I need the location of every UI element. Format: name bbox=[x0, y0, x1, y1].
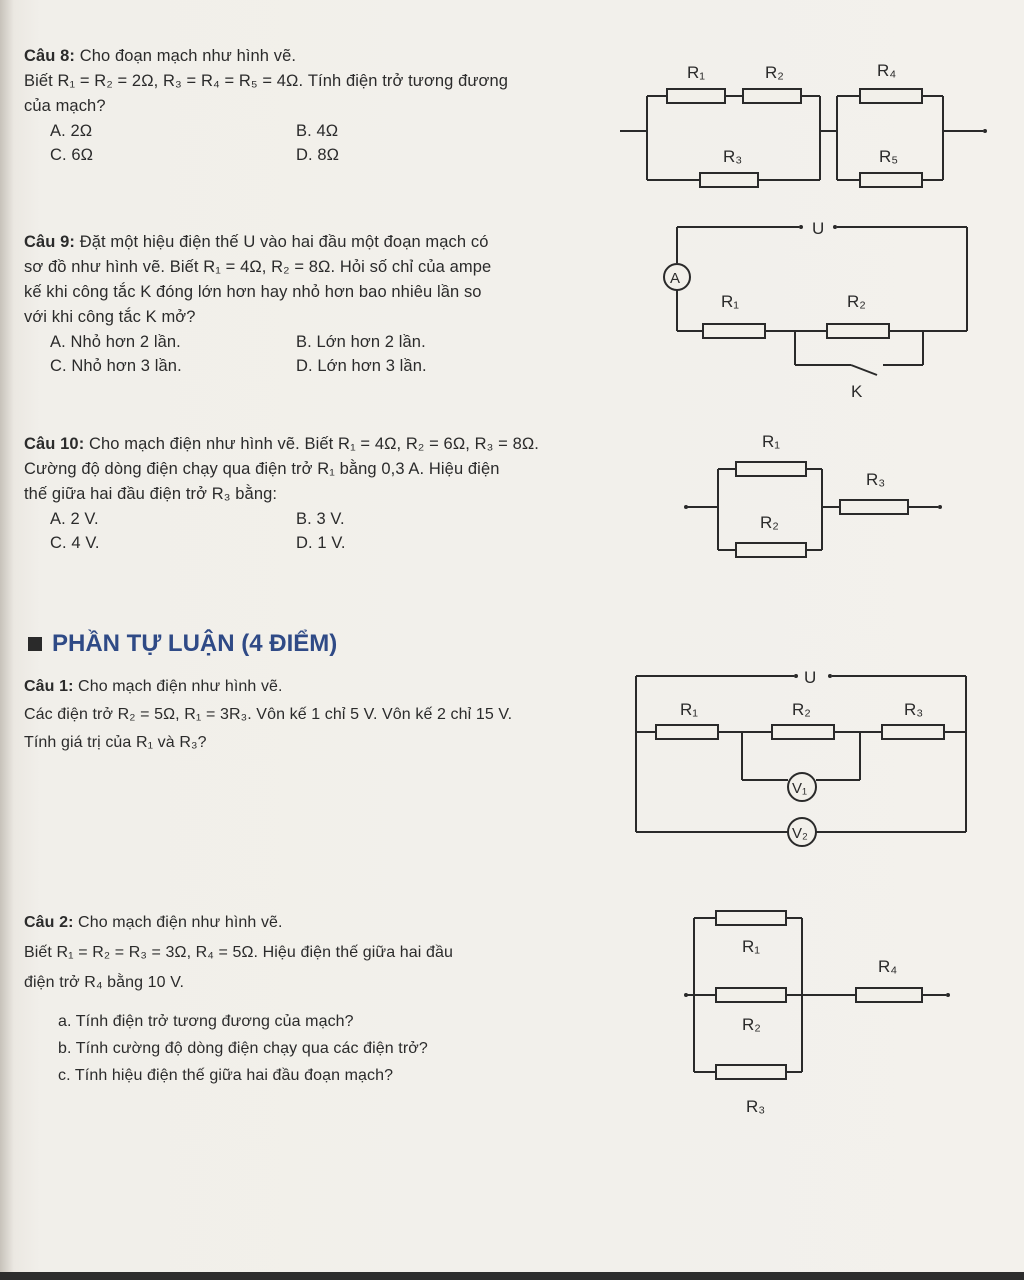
option-d[interactable]: D. 8Ω bbox=[296, 146, 340, 164]
question-10-line3: thế giữa hai đầu điện trở R₃ bằng: bbox=[24, 485, 278, 503]
switch-k[interactable] bbox=[851, 365, 877, 375]
option-d[interactable]: D. Lớn hơn 3 lần. bbox=[296, 357, 427, 375]
option-c[interactable]: C. 4 V. bbox=[50, 534, 100, 552]
essay-1-circuit bbox=[632, 662, 977, 857]
option-b[interactable]: B. Lớn hơn 2 lần. bbox=[296, 333, 426, 351]
section-title: PHẦN TỰ LUẬN (4 ĐIỂM) bbox=[52, 630, 338, 657]
question-9-label: Câu 9: bbox=[24, 233, 76, 251]
question-10-label: Câu 10: bbox=[24, 435, 85, 453]
option-d[interactable]: D. 1 V. bbox=[296, 534, 346, 552]
option-c[interactable]: C. 6Ω bbox=[50, 146, 94, 164]
question-8-line3: của mạch? bbox=[24, 97, 106, 115]
essay-1-line3: Tính giá trị của R₁ và R₃? bbox=[24, 734, 207, 751]
essay-question-2 bbox=[24, 908, 644, 1089]
essay-2-label: Câu 2: bbox=[24, 914, 74, 931]
essay-question-1 bbox=[24, 673, 624, 757]
resistor-r4 bbox=[860, 89, 922, 103]
essay-2-intro: Câu 2: Cho mạch điện như hình vẽ. bbox=[24, 914, 283, 931]
essay-1-intro: Câu 1: Cho mạch điện như hình vẽ. bbox=[24, 678, 283, 695]
essay-2-line2: Biết R₁ = R₂ = R₃ = 3Ω, R₄ = 5Ω. Hiệu điện thế giữa hai đầu bbox=[24, 944, 453, 961]
label-u: U bbox=[804, 668, 817, 687]
essay-2-circuit bbox=[680, 900, 970, 1130]
label-ammeter: A bbox=[670, 270, 681, 287]
label-v2: V₂ bbox=[792, 825, 808, 842]
option-a[interactable]: A. 2Ω bbox=[50, 122, 93, 140]
resistor-r1 bbox=[667, 89, 725, 103]
option-b[interactable]: B. 4Ω bbox=[296, 122, 339, 140]
question-9-options bbox=[50, 330, 624, 378]
resistor-r2 bbox=[743, 89, 801, 103]
label-v1: V₁ bbox=[792, 780, 808, 797]
question-9 bbox=[24, 230, 624, 378]
resistor-r4 bbox=[856, 988, 922, 1002]
label-r1: R₁ bbox=[742, 937, 761, 956]
label-r1: R₁ bbox=[687, 63, 706, 82]
resistor-r3 bbox=[882, 725, 944, 739]
label-r1: R₁ bbox=[680, 700, 699, 719]
question-8-line2: Biết R₁ = R₂ = 2Ω, R₃ = R₄ = R₅ = 4Ω. Tính điện trở tương đương bbox=[24, 72, 508, 90]
question-9-line3: kế khi công tắc K đóng lớn hơn hay nhỏ hơn bao nhiêu lần so bbox=[24, 283, 482, 301]
label-r5: R₅ bbox=[879, 147, 899, 166]
essay-1-line2: Các điện trở R₂ = 5Ω, R₁ = 3R₃. Vôn kế 1 chỉ 5 V. Vôn kế 2 chỉ 15 V. bbox=[24, 706, 513, 723]
question-8-intro: Câu 8: Cho đoạn mạch như hình vẽ. bbox=[24, 47, 297, 65]
label-r2: R₂ bbox=[847, 292, 866, 311]
option-b[interactable]: B. 3 V. bbox=[296, 510, 345, 528]
label-r1: R₁ bbox=[762, 432, 781, 451]
label-r2: R₂ bbox=[760, 513, 779, 532]
essay-2-line3: điện trở R₄ bằng 10 V. bbox=[24, 974, 185, 991]
resistor-r2 bbox=[772, 725, 834, 739]
option-a[interactable]: A. 2 V. bbox=[50, 510, 99, 528]
square-bullet-icon bbox=[28, 637, 42, 651]
label-r3: R₃ bbox=[723, 147, 743, 166]
section-heading bbox=[28, 630, 337, 658]
resistor-r3 bbox=[840, 500, 908, 514]
question-8-options bbox=[50, 119, 624, 167]
resistor-r1 bbox=[736, 462, 806, 476]
question-8 bbox=[24, 44, 624, 167]
label-r2: R₂ bbox=[792, 700, 811, 719]
essay-2-item-a: a. Tính điện trở tương đương của mạch? bbox=[58, 1013, 354, 1030]
label-r4: R₄ bbox=[878, 957, 898, 976]
question-9-circuit bbox=[655, 215, 985, 410]
label-r2: R₂ bbox=[765, 63, 784, 82]
option-a[interactable]: A. Nhỏ hơn 2 lần. bbox=[50, 333, 181, 351]
question-10-circuit bbox=[680, 425, 950, 565]
essay-1-label: Câu 1: bbox=[24, 678, 74, 695]
question-8-circuit bbox=[615, 50, 995, 200]
resistor-r2 bbox=[716, 988, 786, 1002]
essay-2-items bbox=[58, 1008, 644, 1089]
resistor-r1 bbox=[716, 911, 786, 925]
question-10-options bbox=[50, 507, 624, 555]
label-r2: R₂ bbox=[742, 1015, 761, 1034]
question-10-line2: Cường độ dòng điện chạy qua điện trở R₁ bằng 0,3 A. Hiệu điện bbox=[24, 460, 500, 478]
label-k: K bbox=[851, 382, 863, 401]
resistor-r2 bbox=[827, 324, 889, 338]
question-9-line4: với khi công tắc K mở? bbox=[24, 308, 196, 326]
label-r3: R₃ bbox=[904, 700, 924, 719]
resistor-r1 bbox=[656, 725, 718, 739]
option-c[interactable]: C. Nhỏ hơn 3 lần. bbox=[50, 357, 182, 375]
resistor-r1 bbox=[703, 324, 765, 338]
label-u: U bbox=[812, 219, 825, 238]
question-9-intro: Câu 9: Đặt một hiệu điện thế U vào hai đầu một đoạn mạch có bbox=[24, 233, 489, 251]
question-9-line2: sơ đồ như hình vẽ. Biết R₁ = 4Ω, R₂ = 8Ω. Hỏi số chỉ của ampe bbox=[24, 258, 492, 276]
label-r1: R₁ bbox=[721, 292, 740, 311]
essay-2-item-b: b. Tính cường độ dòng điện chạy qua các điện trở? bbox=[58, 1040, 428, 1057]
resistor-r2 bbox=[736, 543, 806, 557]
label-r3: R₃ bbox=[866, 470, 886, 489]
essay-2-item-c: c. Tính hiệu điện thế giữa hai đầu đoạn mạch? bbox=[58, 1067, 394, 1084]
resistor-r3 bbox=[700, 173, 758, 187]
question-10-intro: Câu 10: Cho mạch điện như hình vẽ. Biết R₁ = 4Ω, R₂ = 6Ω, R₃ = 8Ω. bbox=[24, 435, 539, 453]
question-8-label: Câu 8: bbox=[24, 47, 76, 65]
resistor-r3 bbox=[716, 1065, 786, 1079]
label-r3: R₃ bbox=[746, 1097, 766, 1116]
question-10 bbox=[24, 432, 624, 555]
label-r4: R₄ bbox=[877, 61, 897, 80]
resistor-r5 bbox=[860, 173, 922, 187]
